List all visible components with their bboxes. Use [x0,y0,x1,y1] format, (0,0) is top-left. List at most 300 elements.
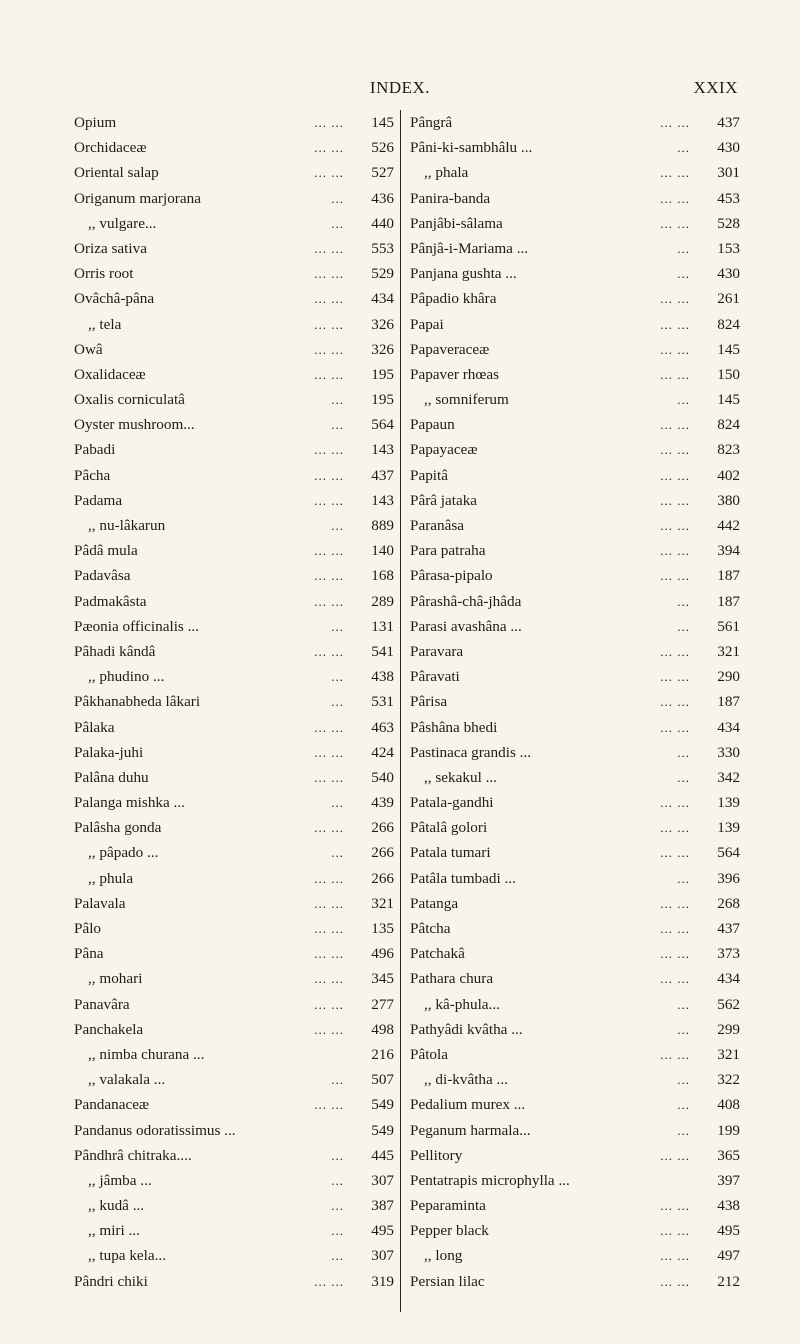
entry-term: ,, pâpado ... [88,844,159,862]
index-entry [74,815,394,840]
entry-leader-dots: ... [677,266,690,282]
entry-leader-dots: ... [331,795,344,811]
entry-term: Panira-banda [410,189,491,207]
entry-page-number: 266 [371,844,394,862]
entry-term: ,, phula [88,869,134,887]
index-entry [74,1067,394,1092]
entry-term: Pâtcha [410,920,451,937]
entry-page-number: 495 [371,1222,394,1240]
index-entry [74,1017,394,1042]
entry-term: Pâlo [74,920,102,937]
entry-page-number: 507 [371,1071,394,1089]
entry-page-number: 437 [717,114,740,131]
entry-term: Pândhrâ chitraka.... [74,1146,192,1164]
index-entry [410,1168,740,1193]
index-entry [410,387,740,412]
entry-leader-dots: ... [677,1097,690,1113]
index-entry [410,135,740,160]
entry-page-number: 823 [717,441,740,459]
entry-leader-dots: ... ... [660,518,690,533]
index-entry [74,664,394,689]
entry-leader-dots: ... ... [314,366,344,382]
index-entry [410,589,740,614]
index-entry [74,362,394,387]
column-divider [400,110,401,1312]
index-entry [410,211,740,236]
entry-page-number: 187 [717,693,740,711]
index-entry [74,563,394,588]
entry-page-number: 145 [717,340,740,358]
index-entry [410,1067,740,1092]
entry-leader-dots: ... ... [314,719,344,735]
entry-term: Palâna duhu [74,768,149,786]
entry-leader-dots: ... ... [660,115,690,130]
entry-page-number: 321 [717,1045,740,1063]
index-entry [74,992,394,1017]
entry-term: Ovâchâ-pâna [74,290,155,308]
index-entry [74,740,394,765]
index-entry [74,1092,394,1117]
entry-leader-dots: ... [331,618,344,634]
entry-page-number: 445 [371,1146,394,1164]
entry-leader-dots: ... ... [660,719,690,735]
entry-page-number: 195 [371,365,394,383]
entry-leader-dots: ... [331,694,344,710]
index-entry [74,312,394,337]
entry-leader-dots: ... [331,1248,344,1264]
entry-term: Palaka-juhi [74,743,144,761]
entry-page-number: 434 [717,718,740,736]
index-entry [410,840,740,865]
entry-term: Padama [74,491,123,509]
entry-term: Oxalis corniculatâ [74,391,185,409]
entry-term: Patanga [410,894,459,912]
index-entry [410,1243,740,1268]
entry-leader-dots: ... ... [314,946,344,962]
entry-leader-dots: ... ... [660,669,690,685]
entry-leader-dots: ... [677,618,690,634]
entry-term: ,, valakala ... [88,1071,166,1089]
entry-page-number: 145 [371,114,394,131]
entry-page-number: 345 [371,970,394,988]
index-entry [410,664,740,689]
entry-page-number: 187 [717,592,740,610]
index-entry [74,1042,394,1067]
entry-page-number: 387 [371,1197,394,1215]
entry-term: Pâhadi kândâ [74,642,156,660]
entry-leader-dots: ... ... [314,1273,344,1289]
entry-term: Oriza sativa [74,239,147,257]
entry-term: ,, phala [424,164,469,182]
entry-page-number: 289 [371,592,394,610]
entry-leader-dots: ... [331,417,344,433]
entry-leader-dots: ... ... [660,694,690,710]
entry-leader-dots: ... ... [660,845,690,861]
entry-leader-dots: ... ... [660,341,690,357]
entry-page-number: 187 [717,567,740,585]
entry-page-number: 438 [371,668,394,686]
index-entry [74,840,394,865]
entry-page-number: 402 [717,466,740,484]
entry-leader-dots: ... ... [660,568,690,584]
entry-term: ,, tupa kela... [88,1247,167,1265]
entry-leader-dots: ... [331,215,344,231]
index-entry [74,715,394,740]
entry-page-number: 373 [717,945,740,963]
entry-page-number: 442 [717,517,740,534]
entry-leader-dots: ... ... [314,341,344,357]
entry-term: Patala tumari [410,844,491,862]
entry-term: Pâdâ mula [74,542,138,560]
entry-term: Papaveraceæ [410,340,490,358]
index-entry [74,261,394,286]
entry-term: Pângrâ [410,114,453,131]
entry-page-number: 342 [717,768,740,786]
entry-page-number: 437 [717,920,740,937]
entry-term: Pâna [74,945,104,963]
index-entry [74,463,394,488]
index-entry [74,1193,394,1218]
entry-page-number: 266 [371,869,394,887]
entry-leader-dots: ... [331,518,344,533]
entry-page-number: 430 [717,265,740,283]
entry-leader-dots: ... ... [314,769,344,785]
entry-term: Papaun [410,416,455,434]
entry-term: Padavâsa [74,567,131,585]
entry-term: Para patraha [410,542,486,560]
entry-leader-dots: ... ... [314,921,344,936]
entry-page-number: 496 [371,945,394,963]
entry-leader-dots: ... ... [660,1248,690,1264]
entry-leader-dots: ... ... [660,492,690,508]
entry-leader-dots: ... ... [314,895,344,911]
entry-leader-dots: ... ... [660,165,690,181]
entry-page-number: 268 [717,894,740,912]
entry-term: ,, tela [88,315,122,333]
entry-term: ,, nu-lâkarun [88,517,166,534]
entry-leader-dots: ... ... [660,1273,690,1289]
entry-term: Pâlaka [74,718,115,736]
entry-term: ,, jâmba ... [88,1171,152,1189]
entry-term: Oyster mushroom... [74,416,195,434]
entry-page-number: 140 [371,542,394,560]
entry-page-number: 319 [371,1272,394,1290]
entry-leader-dots: ... [677,769,690,785]
index-entry [410,160,740,185]
entry-page-number: 540 [371,768,394,786]
index-entry [410,1017,740,1042]
entry-leader-dots: ... ... [314,996,344,1012]
index-entry [74,211,394,236]
entry-page-number: 139 [717,819,740,837]
entry-term: Pandanaceæ [74,1096,150,1114]
index-entry [410,1118,740,1143]
index-entry [410,1269,740,1294]
entry-page-number: 564 [371,416,394,434]
entry-leader-dots: ... ... [660,543,690,559]
entry-page-number: 528 [717,214,740,232]
entry-term: Patâla tumbadi ... [410,869,516,887]
index-entry [74,614,394,639]
entry-page-number: 168 [371,567,394,585]
entry-page-number: 424 [371,743,394,761]
entry-page-number: 277 [371,995,394,1013]
entry-leader-dots: ... [331,392,344,408]
entry-term: Pâshâna bhedi [410,718,498,736]
index-title: INDEX. [369,78,431,97]
page-number: XXIX [693,78,738,97]
index-entry [74,387,394,412]
entry-leader-dots: ... ... [660,971,690,987]
entry-term: Papai [410,315,444,333]
entry-term: Panavâra [74,995,130,1013]
entry-page-number: 135 [371,920,394,937]
entry-leader-dots: ... ... [314,744,344,760]
entry-term: Pabadi [74,441,116,459]
entry-term: ,, long [424,1247,463,1265]
entry-term: Oriental salap [74,164,159,182]
entry-page-number: 434 [371,290,394,308]
index-entry [74,891,394,916]
index-entry [410,236,740,261]
entry-term: Paravara [410,642,464,660]
entry-page-number: 437 [371,466,394,484]
entry-leader-dots: ... ... [314,1097,344,1113]
entry-page-number: 527 [371,164,394,182]
index-entry [410,463,740,488]
entry-term: Pâtola [410,1045,448,1063]
index-entry [410,740,740,765]
index-entry [74,866,394,891]
entry-leader-dots: ... ... [660,643,690,659]
entry-term: Pâni-ki-sambhâlu ... [410,139,533,157]
entry-page-number: 326 [371,315,394,333]
entry-page-number: 322 [717,1071,740,1089]
entry-term: Pæonia officinalis ... [74,617,200,635]
index-entry [410,186,740,211]
entry-term: ,, sekakul ... [424,768,497,786]
entry-page-number: 380 [717,491,740,509]
entry-page-number: 321 [717,642,740,660]
entry-page-number: 453 [717,189,740,207]
index-entry [410,941,740,966]
entry-page-number: 145 [717,391,740,409]
index-entry [74,286,394,311]
entry-page-number: 526 [371,139,394,157]
entry-page-number: 199 [717,1121,740,1139]
index-entry [74,1269,394,1294]
entry-term: Padmakâsta [74,592,147,610]
entry-page-number: 498 [371,1020,394,1038]
entry-page-number: 824 [717,416,740,434]
entry-leader-dots: ... [331,845,344,861]
entry-page-number: 216 [371,1045,394,1063]
index-entry [410,765,740,790]
entry-page-number: 541 [371,642,394,660]
entry-page-number: 497 [717,1247,740,1265]
entry-term: Pathara chura [410,970,494,988]
entry-page-number: 266 [371,819,394,837]
entry-page-number: 326 [371,340,394,358]
index-entry [74,110,394,135]
entry-leader-dots: ... [677,1021,690,1037]
entry-term: ,, miri ... [88,1222,140,1240]
entry-term: ,, vulgare... [88,214,157,232]
entry-term: Pellitory [410,1146,463,1164]
index-entry [410,110,740,135]
index-entry [74,236,394,261]
entry-term: Owâ [74,340,103,358]
index-entry [74,639,394,664]
entry-term: Papayaceæ [410,441,478,459]
index-entry [74,1143,394,1168]
entry-leader-dots: ... ... [660,1223,690,1239]
entry-leader-dots: ... [331,1172,344,1188]
entry-leader-dots: ... ... [660,1198,690,1214]
entry-term: ,, phudino ... [88,668,165,686]
entry-term: Orchidaceæ [74,139,147,157]
entry-page-number: 430 [717,139,740,157]
index-entry [410,614,740,639]
entry-page-number: 397 [717,1171,740,1189]
entry-term: Pâpadio khâra [410,290,497,308]
entry-page-number: 139 [717,794,740,812]
entry-term: Pârashâ-châ-jhâda [410,592,522,610]
index-entry [410,412,740,437]
entry-term: Palanga mishka ... [74,794,185,812]
entry-term: Panjana gushta ... [410,265,517,283]
index-entry [410,538,740,563]
entry-leader-dots: ... ... [660,417,690,433]
index-entry [410,337,740,362]
entry-term: Papaver rhœas [410,365,499,383]
entry-leader-dots: ... ... [660,795,690,811]
index-entry [410,563,740,588]
entry-leader-dots: ... [677,1072,690,1088]
entry-term: ,, mohari [88,970,143,988]
index-entry [410,286,740,311]
index-entry [74,589,394,614]
index-entry [74,186,394,211]
index-entry [410,790,740,815]
entry-leader-dots: ... ... [314,568,344,584]
entry-term: Orris root [74,265,134,283]
entry-page-number: 212 [717,1272,740,1290]
entry-leader-dots: ... [331,190,344,206]
entry-leader-dots: ... ... [660,921,690,936]
entry-page-number: 438 [717,1197,740,1215]
entry-term: ,, di-kvâtha ... [424,1071,508,1089]
entry-term: Pepper black [410,1222,489,1240]
entry-leader-dots: ... ... [314,165,344,181]
index-entry [410,1143,740,1168]
index-entry [74,916,394,941]
index-entry [410,1042,740,1067]
entry-leader-dots: ... [677,593,690,609]
index-entry [410,362,740,387]
entry-leader-dots: ... ... [660,820,690,836]
entry-term: Parasi avashâna ... [410,617,522,635]
entry-page-number: 301 [717,164,740,182]
entry-page-number: 307 [371,1171,394,1189]
entry-term: Opium [74,114,117,131]
index-entry [74,689,394,714]
entry-term: Patchakâ [410,945,465,963]
entry-page-number: 561 [717,617,740,635]
index-entry [410,916,740,941]
entry-leader-dots: ... [677,744,690,760]
index-entry [410,891,740,916]
index-entry [74,160,394,185]
entry-page-number: 321 [371,894,394,912]
entry-term: Papitâ [410,466,448,484]
index-entry [410,513,740,538]
index-entry [410,715,740,740]
entry-leader-dots: ... [331,1198,344,1214]
entry-term: Pedalium murex ... [410,1096,526,1114]
index-entry [410,261,740,286]
entry-page-number: 434 [717,970,740,988]
entry-page-number: 408 [717,1096,740,1114]
entry-term: Panjâbi-sâlama [410,214,503,232]
entry-leader-dots: ... ... [314,240,344,256]
index-entry [410,488,740,513]
entry-leader-dots: ... [677,870,690,886]
entry-term: Pânjâ-i-Mariama ... [410,239,529,257]
entry-term: Pentatrapis microphylla ... [410,1171,570,1189]
entry-leader-dots: ... ... [314,266,344,282]
entry-page-number: 529 [371,265,394,283]
entry-page-number: 549 [371,1121,394,1139]
entry-page-number: 261 [717,290,740,308]
entry-leader-dots: ... [677,996,690,1012]
entry-page-number: 889 [371,517,394,534]
entry-leader-dots: ... ... [314,543,344,559]
entry-leader-dots: ... ... [314,291,344,307]
entry-page-number: 463 [371,718,394,736]
entry-term: Paranâsa [410,517,464,534]
index-entry [74,790,394,815]
entry-page-number: 195 [371,391,394,409]
index-entry [74,1243,394,1268]
entry-page-number: 394 [717,542,740,560]
entry-page-number: 365 [717,1146,740,1164]
entry-leader-dots: ... ... [314,492,344,508]
entry-leader-dots: ... ... [314,593,344,609]
entry-term: Pândri chiki [74,1272,148,1290]
entry-leader-dots: ... ... [660,895,690,911]
entry-leader-dots: ... ... [314,820,344,836]
index-entry [74,337,394,362]
entry-page-number: 143 [371,441,394,459]
entry-term: Pâtalâ golori [410,819,488,837]
index-entry [74,437,394,462]
entry-term: Palavala [74,894,126,912]
entry-leader-dots: ... [331,1072,344,1088]
entry-page-number: 440 [371,214,394,232]
index-entry [74,488,394,513]
entry-leader-dots: ... ... [314,442,344,458]
entry-term: Pârâ jataka [410,491,478,509]
index-entry [410,312,740,337]
entry-term: Palâsha gonda [74,819,162,837]
entry-page-number: 824 [717,315,740,333]
entry-page-number: 131 [371,617,394,635]
entry-page-number: 439 [371,794,394,812]
index-entry [410,992,740,1017]
entry-leader-dots: ... ... [314,316,344,332]
entry-page-number: 299 [717,1020,740,1038]
